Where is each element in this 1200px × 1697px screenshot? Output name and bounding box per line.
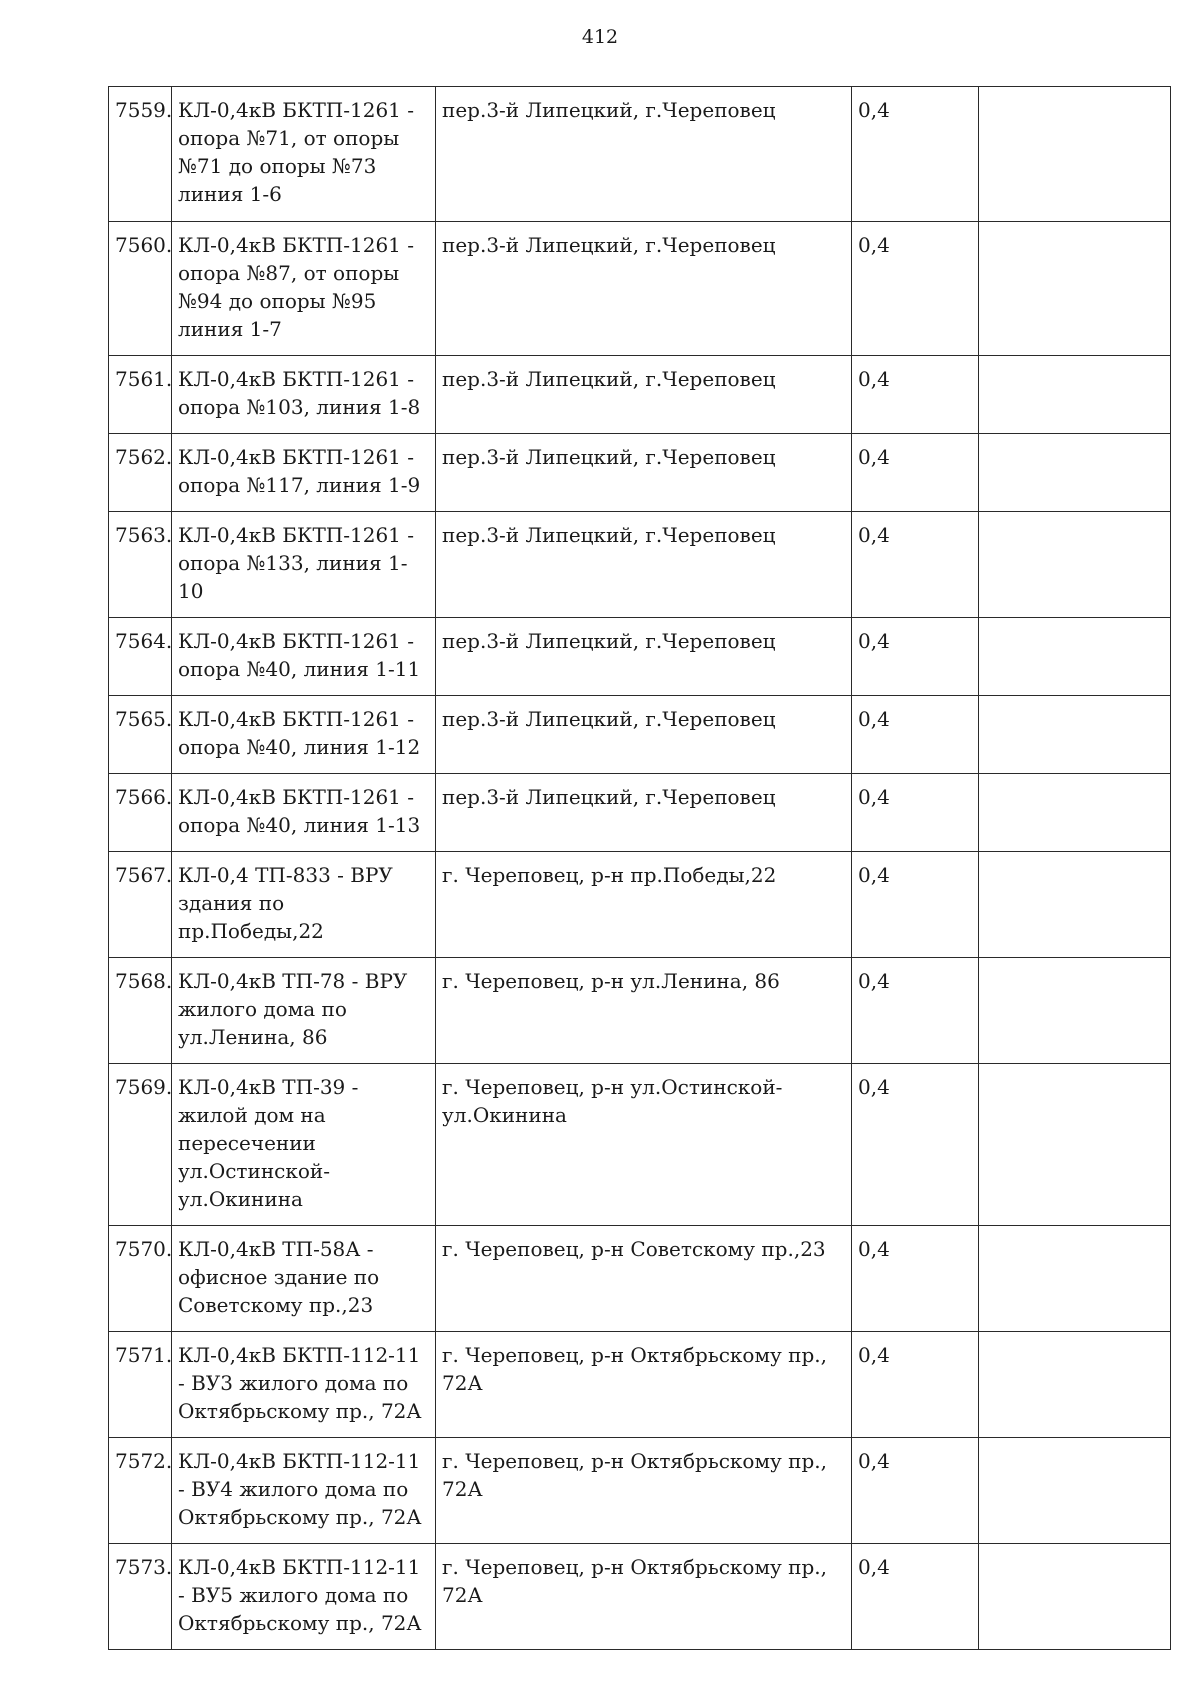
page-number: 412	[581, 26, 619, 48]
row-number: 7564.	[109, 618, 172, 696]
line-name: КЛ-0,4кВ БКТП-1261 - опора №40, линия 1-11	[172, 618, 436, 696]
line-address: г. Череповец, р-н пр.Победы,22	[436, 852, 852, 958]
line-voltage: 0,4	[852, 1332, 979, 1438]
empty-cell	[979, 958, 1171, 1064]
line-voltage: 0,4	[852, 1064, 979, 1226]
table-row	[109, 1064, 1171, 1226]
line-name: КЛ-0,4кВ БКТП-1261 - опора №103, линия 1-8	[172, 356, 436, 434]
row-number: 7566.	[109, 774, 172, 852]
row-number: 7562.	[109, 434, 172, 512]
line-address: г. Череповец, р-н ул.Остинской-ул.Окинина	[436, 1064, 852, 1226]
empty-cell	[979, 774, 1171, 852]
line-name: КЛ-0,4кВ ТП-39 - жилой дом на пересечении ул.Остинской-ул.Окинина	[172, 1064, 436, 1226]
line-name: КЛ-0,4кВ ТП-78 - ВРУ жилого дома по ул.Ленина, 86	[172, 958, 436, 1064]
line-address: г. Череповец, р-н Октябрьскому пр., 72А	[436, 1544, 852, 1650]
line-name: КЛ-0,4 ТП-833 - ВРУ здания по пр.Победы,22	[172, 852, 436, 958]
line-voltage: 0,4	[852, 434, 979, 512]
empty-cell	[979, 356, 1171, 434]
row-number: 7559.	[109, 87, 172, 222]
line-name: КЛ-0,4кВ БКТП-1261 - опора №87, от опоры №94 до опоры №95 линия 1-7	[172, 222, 436, 356]
line-voltage: 0,4	[852, 696, 979, 774]
line-name: КЛ-0,4кВ БКТП-112-11 - ВУ4 жилого дома по Октябрьскому пр., 72А	[172, 1438, 436, 1544]
row-number: 7569.	[109, 1064, 172, 1226]
row-number: 7563.	[109, 512, 172, 618]
line-name: КЛ-0,4кВ ТП-58А - офисное здание по Советскому пр.,23	[172, 1226, 436, 1332]
line-voltage: 0,4	[852, 958, 979, 1064]
empty-cell	[979, 1544, 1171, 1650]
line-address: г. Череповец, р-н Октябрьскому пр., 72А	[436, 1438, 852, 1544]
line-name: КЛ-0,4кВ БКТП-112-11 - ВУ5 жилого дома по Октябрьскому пр., 72А	[172, 1544, 436, 1650]
empty-cell	[979, 852, 1171, 958]
line-address: пер.3-й Липецкий, г.Череповец	[436, 774, 852, 852]
line-address: пер.3-й Липецкий, г.Череповец	[436, 356, 852, 434]
empty-cell	[979, 87, 1171, 222]
row-number: 7560.	[109, 222, 172, 356]
row-number: 7568.	[109, 958, 172, 1064]
row-number: 7565.	[109, 696, 172, 774]
line-address: пер.3-й Липецкий, г.Череповец	[436, 696, 852, 774]
table-row	[109, 512, 1171, 618]
empty-cell	[979, 696, 1171, 774]
line-name: КЛ-0,4кВ БКТП-1261 - опора №71, от опоры №71 до опоры №73 линия 1-6	[172, 87, 436, 222]
empty-cell	[979, 1064, 1171, 1226]
line-address: пер.3-й Липецкий, г.Череповец	[436, 512, 852, 618]
empty-cell	[979, 618, 1171, 696]
line-address: г. Череповец, р-н Советскому пр.,23	[436, 1226, 852, 1332]
line-voltage: 0,4	[852, 774, 979, 852]
table-row	[109, 1544, 1171, 1650]
table-row	[109, 852, 1171, 958]
table-row	[109, 774, 1171, 852]
line-address: пер.3-й Липецкий, г.Череповец	[436, 434, 852, 512]
table-row	[109, 1438, 1171, 1544]
registry-table-body	[109, 87, 1171, 1650]
empty-cell	[979, 1438, 1171, 1544]
line-voltage: 0,4	[852, 356, 979, 434]
empty-cell	[979, 1332, 1171, 1438]
empty-cell	[979, 1226, 1171, 1332]
line-voltage: 0,4	[852, 618, 979, 696]
line-voltage: 0,4	[852, 87, 979, 222]
line-name: КЛ-0,4кВ БКТП-1261 - опора №133, линия 1-10	[172, 512, 436, 618]
row-number: 7570.	[109, 1226, 172, 1332]
empty-cell	[979, 222, 1171, 356]
table-row	[109, 222, 1171, 356]
line-voltage: 0,4	[852, 1544, 979, 1650]
table-row	[109, 618, 1171, 696]
row-number: 7571.	[109, 1332, 172, 1438]
line-name: КЛ-0,4кВ БКТП-1261 - опора №40, линия 1-13	[172, 774, 436, 852]
row-number: 7567.	[109, 852, 172, 958]
table-row	[109, 1332, 1171, 1438]
row-number: 7561.	[109, 356, 172, 434]
line-address: г. Череповец, р-н Октябрьскому пр., 72А	[436, 1332, 852, 1438]
line-address: пер.3-й Липецкий, г.Череповец	[436, 87, 852, 222]
table-row	[109, 1226, 1171, 1332]
line-name: КЛ-0,4кВ БКТП-1261 - опора №117, линия 1-9	[172, 434, 436, 512]
registry-table	[108, 86, 1171, 1650]
empty-cell	[979, 512, 1171, 618]
line-name: КЛ-0,4кВ БКТП-1261 - опора №40, линия 1-12	[172, 696, 436, 774]
table-row	[109, 87, 1171, 222]
line-voltage: 0,4	[852, 1226, 979, 1332]
line-voltage: 0,4	[852, 852, 979, 958]
line-address: пер.3-й Липецкий, г.Череповец	[436, 618, 852, 696]
empty-cell	[979, 434, 1171, 512]
row-number: 7572.	[109, 1438, 172, 1544]
table-row	[109, 434, 1171, 512]
line-voltage: 0,4	[852, 512, 979, 618]
table-row	[109, 958, 1171, 1064]
line-voltage: 0,4	[852, 1438, 979, 1544]
table-row	[109, 356, 1171, 434]
line-address: г. Череповец, р-н ул.Ленина, 86	[436, 958, 852, 1064]
line-name: КЛ-0,4кВ БКТП-112-11 - ВУ3 жилого дома по Октябрьскому пр., 72А	[172, 1332, 436, 1438]
row-number: 7573.	[109, 1544, 172, 1650]
line-voltage: 0,4	[852, 222, 979, 356]
line-address: пер.3-й Липецкий, г.Череповец	[436, 222, 852, 356]
table-row	[109, 696, 1171, 774]
